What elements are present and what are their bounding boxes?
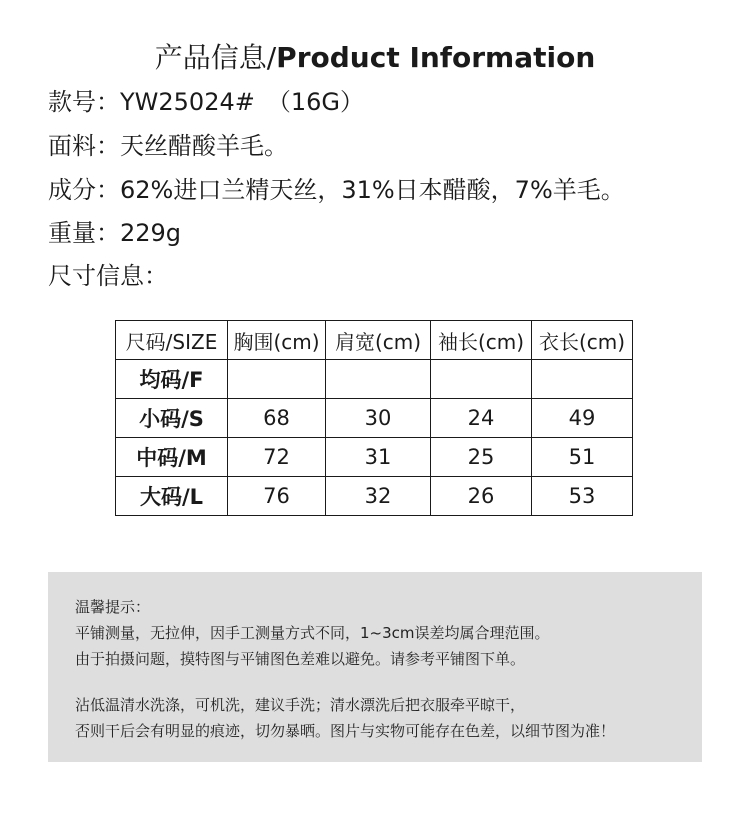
table-row bbox=[116, 477, 633, 516]
table-cell: 31 bbox=[326, 438, 431, 477]
table-cell: 53 bbox=[532, 477, 633, 516]
notes-spacer bbox=[75, 672, 675, 692]
notes-line: 由于拍摄问题，摸特图与平铺图色差难以避免。请参考平铺图下单。 bbox=[75, 650, 526, 668]
table-cell: 72 bbox=[228, 438, 326, 477]
size-info-label: 尺寸信息： bbox=[48, 262, 168, 290]
composition: 成分：62%进口兰精天丝，31%日本醋酸，7%羊毛。 bbox=[48, 176, 625, 204]
table-cell: 51 bbox=[532, 438, 633, 477]
table-cell: 76 bbox=[228, 477, 326, 516]
header-sleeve: 袖长(cm) bbox=[431, 321, 532, 360]
table-cell: 24 bbox=[431, 399, 532, 438]
size-label: 大码/L bbox=[116, 477, 228, 516]
page-title bbox=[0, 38, 750, 78]
header-shoulder: 肩宽(cm) bbox=[326, 321, 431, 360]
table-cell bbox=[431, 360, 532, 399]
table-cell: 49 bbox=[532, 399, 633, 438]
table-row bbox=[116, 360, 633, 399]
notes-line: 沾低温清水洗涤，可机洗，建议手洗；清水漂洗后把衣服牵平晾干， bbox=[75, 696, 526, 714]
table-cell: 30 bbox=[326, 399, 431, 438]
table-header-row bbox=[116, 321, 633, 360]
fabric: 面料：天丝醋酸羊毛。 bbox=[48, 132, 288, 160]
header-chest: 胸围(cm) bbox=[228, 321, 326, 360]
table-cell: 32 bbox=[326, 477, 431, 516]
header-length: 衣长(cm) bbox=[532, 321, 633, 360]
style-number: 款号：YW25024# （16G） bbox=[48, 88, 364, 116]
notes-line: 平铺测量，无拉伸，因手工测量方式不同，1~3cm误差均属合理范围。 bbox=[75, 624, 550, 642]
notes-box bbox=[48, 572, 702, 762]
weight: 重量：229g bbox=[48, 219, 182, 247]
table-cell bbox=[228, 360, 326, 399]
title-chinese: 产品信息/ bbox=[154, 41, 277, 74]
header-size: 尺码/SIZE bbox=[116, 321, 228, 360]
table-cell: 26 bbox=[431, 477, 532, 516]
title-english: Product Information bbox=[276, 41, 596, 74]
notes-line: 否则干后会有明显的痕迹，切勿暴晒。图片与实物可能存在色差，以细节图为准！ bbox=[75, 722, 616, 740]
table-cell: 25 bbox=[431, 438, 532, 477]
size-label: 小码/S bbox=[116, 399, 228, 438]
table-cell bbox=[326, 360, 431, 399]
size-table bbox=[115, 320, 633, 516]
table-row bbox=[116, 438, 633, 477]
size-label: 中码/M bbox=[116, 438, 228, 477]
table-cell: 68 bbox=[228, 399, 326, 438]
notes-heading: 温馨提示： bbox=[75, 598, 151, 616]
table-row bbox=[116, 399, 633, 438]
table-cell bbox=[532, 360, 633, 399]
size-label: 均码/F bbox=[116, 360, 228, 399]
